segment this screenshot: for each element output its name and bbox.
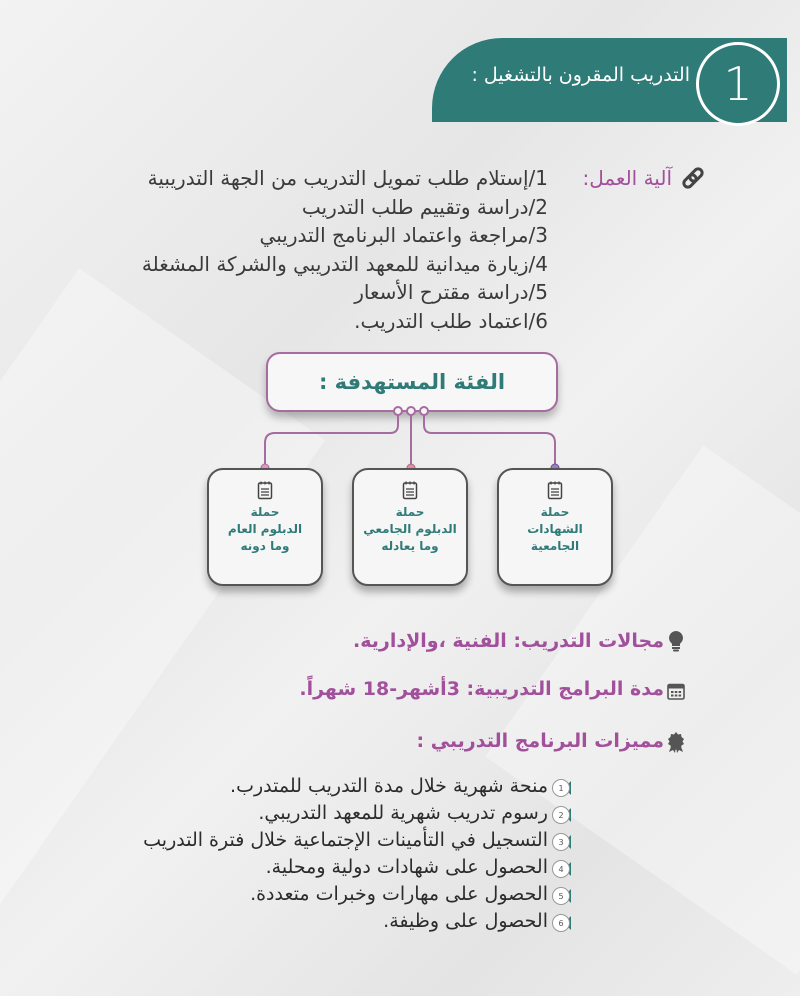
- number-badge: 2: [552, 806, 570, 824]
- calendar-icon: [667, 682, 685, 700]
- step: 1/إستلام طلب تمويل التدريب من الجهة التدريبية: [147, 166, 548, 190]
- clipboard-icon: [402, 480, 418, 500]
- card-line: حملة: [540, 505, 570, 519]
- award-icon: [666, 731, 686, 753]
- target-card-university-graduates: [497, 468, 613, 586]
- program-duration: مدة البرامج التدريبية: 3أشهر-18 شهراً.: [299, 678, 664, 700]
- feature-item: منحة شهرية خلال مدة التدريب للمتدرب.: [230, 775, 548, 797]
- feature-item: الحصول على مهارات وخبرات متعددة.: [250, 883, 548, 905]
- clipboard-icon: [547, 480, 563, 500]
- target-card-general-diploma: [207, 468, 323, 586]
- number-badge: 1: [552, 779, 570, 797]
- card-line: حملة: [395, 505, 425, 519]
- card-line: حملة: [250, 505, 280, 519]
- number-badge: 4: [552, 860, 570, 878]
- card-line: الدبلوم العام: [227, 522, 303, 536]
- card-line: الجامعية: [530, 539, 580, 553]
- feature-item: التسجيل في التأمينات الإجتماعية خلال فترة التدريب: [143, 829, 548, 851]
- number-badge: 3: [552, 833, 570, 851]
- features-list: [143, 773, 548, 935]
- feature-item: الحصول على وظيفة.: [383, 910, 548, 932]
- card-line: الشهادات: [527, 522, 583, 536]
- step: 6/اعتماد طلب التدريب.: [354, 308, 548, 333]
- section-number-badge: 1: [696, 42, 780, 126]
- training-fields: مجالات التدريب: الفنية ،والإدارية.: [353, 630, 664, 652]
- feature-item: الحصول على شهادات دولية ومحلية.: [265, 856, 548, 878]
- work-mechanism-label: آلية العمل:: [582, 166, 672, 190]
- step: 3/مراجعة واعتماد البرنامج التدريبي: [259, 223, 548, 247]
- section-title: التدريب المقرون بالتشغيل :: [471, 64, 690, 86]
- lightbulb-icon: [667, 630, 685, 652]
- number-badge: 6: [552, 914, 570, 932]
- step: 2/دراسة وتقييم طلب التدريب: [301, 194, 548, 219]
- card-line: وما يعادله: [381, 539, 439, 553]
- target-card-university-diploma: [352, 468, 468, 586]
- step: 4/زيارة ميدانية للمعهد التدريبي والشركة المشغلة: [141, 251, 548, 276]
- card-line: الدبلوم الجامعي: [363, 522, 457, 536]
- step: 5/دراسة مقترح الأسعار: [354, 280, 548, 304]
- card-line: وما دونه: [240, 539, 290, 553]
- feature-item: رسوم تدريب شهرية للمعهد التدريبي.: [258, 802, 548, 824]
- clipboard-icon: [257, 480, 273, 500]
- features-title: مميزات البرنامج التدريبي :: [416, 730, 664, 752]
- number-badge: 5: [552, 887, 570, 905]
- target-group-title: الفئة المستهدفة :: [318, 370, 506, 394]
